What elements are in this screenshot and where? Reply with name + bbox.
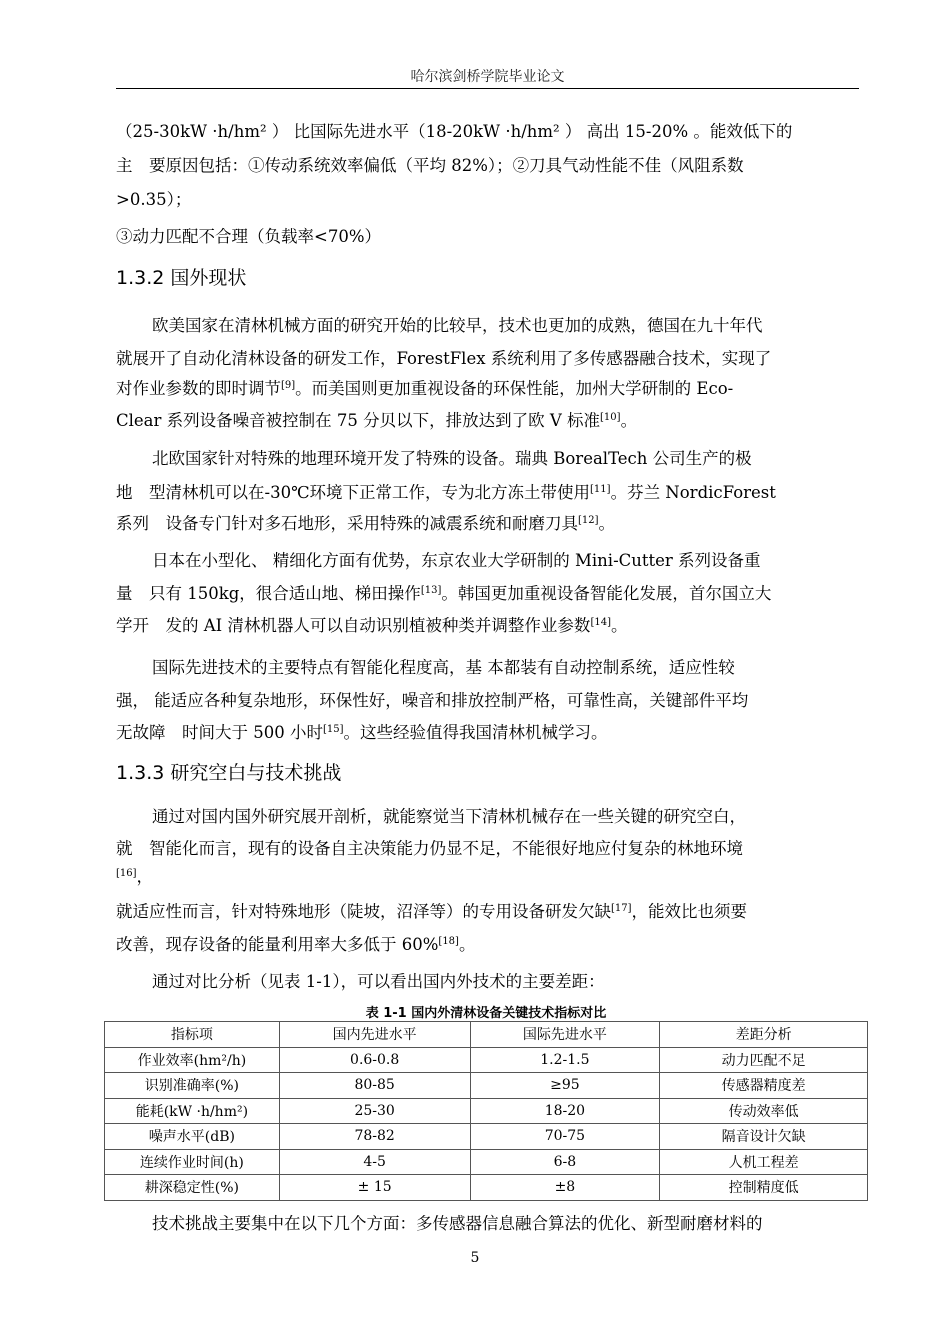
table-cell: 人机工程差 <box>660 1149 868 1175</box>
text: 学开 发的 AI 清林机器人可以自动识别植被种类并调整作业参数 <box>116 616 591 635</box>
citation[interactable]: [15] <box>322 724 344 735</box>
paragraph-line <box>116 583 856 605</box>
section-heading-1-3-2: 1.3.2 国外现状 <box>116 267 247 289</box>
citation[interactable]: [13] <box>420 585 442 596</box>
table-cell: 1.2-1.5 <box>470 1047 660 1073</box>
paragraph-line: >0.35）； <box>116 190 192 209</box>
table-cell: 70-75 <box>470 1124 660 1150</box>
paragraph-line <box>116 482 856 504</box>
table-cell: 耕深稳定性(%) <box>105 1175 280 1201</box>
text: ，能效比也须要 <box>631 902 748 921</box>
citation[interactable]: [9] <box>281 380 296 391</box>
table-row <box>105 1175 868 1201</box>
text: 。 <box>458 935 476 954</box>
paragraph-line: 欧美国家在清林机械方面的研究开始的比较早，技术也更加的成熟，德国在九十年代 <box>152 316 763 335</box>
table-row <box>105 1073 868 1099</box>
paragraph-line <box>116 901 856 923</box>
paragraph-line: （25-30kW ·h/hm² ） 比国际先进水平（18-20kW ·h/hm² ） 高出 15-20% 。能效低下的 <box>116 122 793 141</box>
paragraph-line <box>116 866 856 888</box>
header-cell: 国内先进水平 <box>279 1022 470 1048</box>
citation[interactable]: [11] <box>590 484 611 495</box>
header-cell: 国际先进水平 <box>470 1022 660 1048</box>
text: 。这些经验值得我国清林机械学习。 <box>343 723 608 742</box>
table-cell: 78-82 <box>279 1124 470 1150</box>
paragraph-line <box>116 615 856 637</box>
text: 。 <box>610 616 628 635</box>
citation[interactable]: [10] <box>600 412 621 423</box>
text: 改善，现存设备的能量利用率大多低于 60% <box>116 935 439 954</box>
text: Clear 系列设备噪音被控制在 75 分贝以下，排放达到了欧 V 标准 <box>116 411 601 430</box>
table-cell: ≥95 <box>470 1073 660 1099</box>
table-cell: 噪声水平(dB) <box>105 1124 280 1150</box>
table-header-row <box>105 1022 868 1048</box>
paragraph-line: 就展开了自动化清林设备的研发工作，ForestFlex 系统利用了多传感器融合技术，实现了 <box>116 349 772 368</box>
table-cell: ±8 <box>470 1175 660 1201</box>
page-number: 5 <box>470 1250 480 1266</box>
text: 系列 设备专门针对多石地形，采用特殊的减震系统和耐磨刀具 <box>116 514 578 533</box>
section-heading-1-3-3: 1.3.3 研究空白与技术挑战 <box>116 762 342 784</box>
table-cell: 18-20 <box>470 1098 660 1124</box>
paragraph-line: 国际先进技术的主要特点有智能化程度高，基 本都装有自动控制系统，适应性较 <box>152 658 735 677</box>
running-header: 哈尔滨剑桥学院毕业论文 <box>410 69 565 85</box>
text: 地 型清林机可以在-30℃环境下正常工作，专为北方冻土带使用 <box>116 483 591 502</box>
citation[interactable]: [18] <box>438 936 459 947</box>
header-cell: 差距分析 <box>660 1022 868 1048</box>
table-cell: 控制精度低 <box>660 1175 868 1201</box>
text: 无故障 时间大于 500 小时 <box>116 723 323 742</box>
paragraph-line <box>116 410 856 432</box>
table-cell: 0.6-0.8 <box>279 1047 470 1073</box>
text: 对作业参数的即时调节 <box>116 379 281 398</box>
table-row <box>105 1124 868 1150</box>
paragraph-line: 技术挑战主要集中在以下几个方面：多传感器信息融合算法的优化、新型耐磨材料的 <box>152 1214 763 1233</box>
table-cell: 动力匹配不足 <box>660 1047 868 1073</box>
table-row <box>105 1149 868 1175</box>
text: 。 <box>620 411 638 430</box>
table-cell: 4-5 <box>279 1149 470 1175</box>
paragraph-line: ③动力匹配不合理（负载率<70%） <box>116 227 381 246</box>
citation[interactable]: [16] <box>116 868 137 879</box>
paragraph-line: 日本在小型化、 精细化方面有优势，东京农业大学研制的 Mini-Cutter 系列设备重 <box>152 551 761 570</box>
text: 。韩国更加重视设备智能化发展，首尔国立大 <box>441 584 772 603</box>
table-cell: 能耗(kW ·h/hm²) <box>105 1098 280 1124</box>
paragraph-line <box>116 378 856 400</box>
table-row <box>105 1047 868 1073</box>
table-cell: ± 15 <box>279 1175 470 1201</box>
comparison-table <box>104 1021 868 1201</box>
paragraph-line: 通过对比分析（见表 1-1），可以看出国内外技术的主要差距： <box>152 972 605 991</box>
table-cell: 80-85 <box>279 1073 470 1099</box>
text: 量 只有 150kg，很合适山地、梯田操作 <box>116 584 421 603</box>
text: 。芬兰 NordicForest <box>610 483 776 502</box>
paragraph-line <box>116 513 856 535</box>
text: 。 <box>598 514 616 533</box>
paragraph-line <box>116 722 856 744</box>
table-cell: 连续作业时间(h) <box>105 1149 280 1175</box>
citation[interactable]: [14] <box>590 617 611 628</box>
table-cell: 传动效率低 <box>660 1098 868 1124</box>
paragraph-line: 北欧国家针对特殊的地理环境开发了特殊的设备。瑞典 BorealTech 公司生产的极 <box>152 449 752 468</box>
table-row <box>105 1098 868 1124</box>
text: ， <box>136 867 154 886</box>
citation[interactable]: [17] <box>611 903 632 914</box>
header-divider <box>116 88 859 89</box>
paragraph-line: 强， 能适应各种复杂地形，环保性好，噪音和排放控制严格，可靠性高，关键部件平均 <box>116 691 749 710</box>
text: 。而美国则更加重视设备的环保性能，加州大学研制的 Eco- <box>295 379 734 398</box>
table-cell: 25-30 <box>279 1098 470 1124</box>
table-cell: 传感器精度差 <box>660 1073 868 1099</box>
paragraph-line: 就 智能化而言，现有的设备自主决策能力仍显不足，不能很好地应付复杂的林地环境 <box>116 839 743 858</box>
header-cell: 指标项 <box>105 1022 280 1048</box>
table-cell: 作业效率(hm²/h) <box>105 1047 280 1073</box>
text: 就适应性而言，针对特殊地形（陡坡，沼泽等）的专用设备研发欠缺 <box>116 902 611 921</box>
paragraph-line <box>116 934 856 956</box>
table-cell: 隔音设计欠缺 <box>660 1124 868 1150</box>
paragraph-line: 主 要原因包括：①传动系统效率偏低（平均 82%）；②刀具气动性能不佳（风阻系数 <box>116 156 744 175</box>
citation[interactable]: [12] <box>578 515 599 526</box>
table-cell: 识别准确率(%) <box>105 1073 280 1099</box>
paragraph-line: 通过对国内国外研究展开剖析，就能察觉当下清林机械存在一些关键的研究空白， <box>152 807 746 826</box>
table-caption: 表 1-1 国内外清林设备关键技术指标对比 <box>365 1006 607 1021</box>
table-cell: 6-8 <box>470 1149 660 1175</box>
